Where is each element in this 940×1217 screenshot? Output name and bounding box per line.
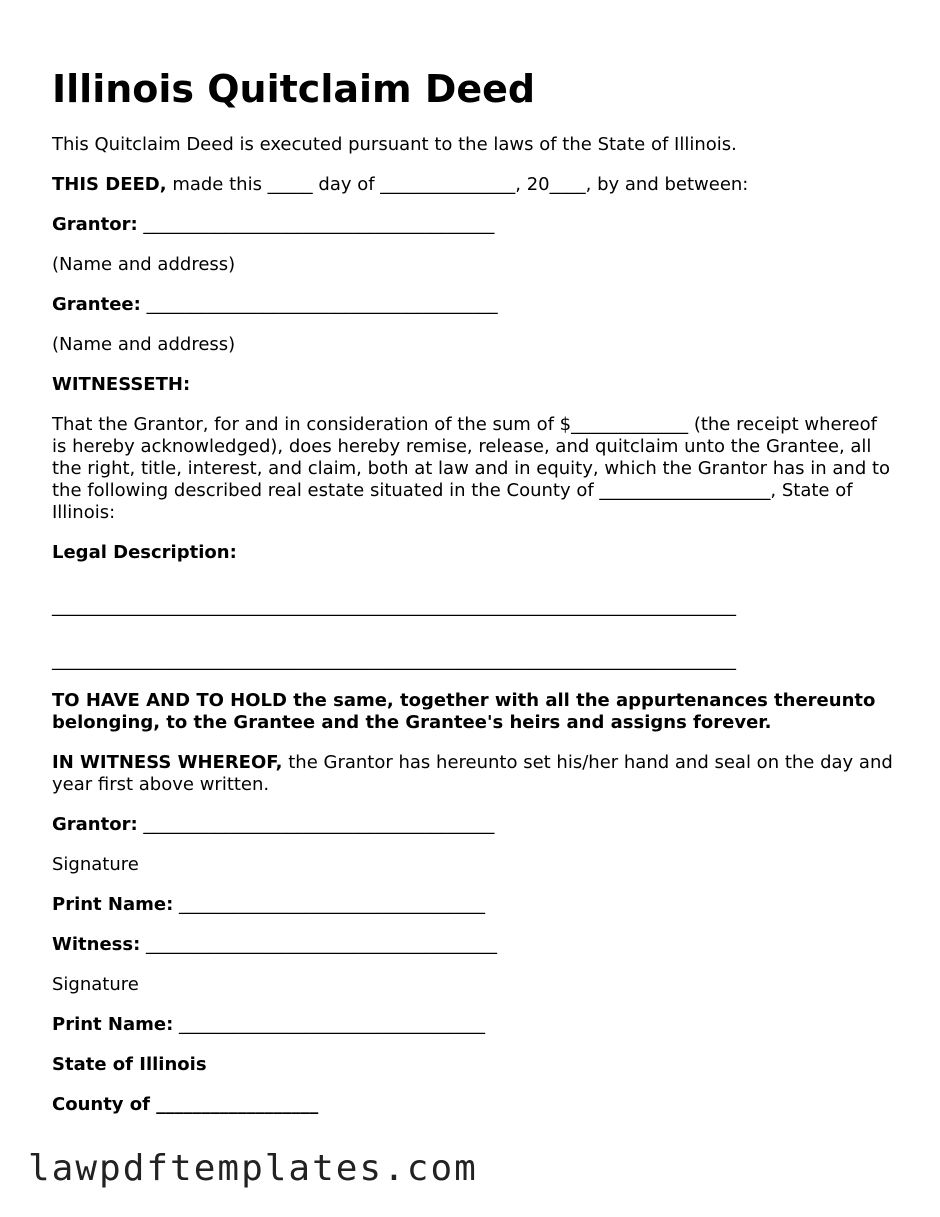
habendum-paragraph: TO HAVE AND TO HOLD the same, together with all the appurtenances thereunto belonging, to the Grantee and the Grantee's heirs and assigns forever. <box>52 690 876 733</box>
in-witness-lead: IN WITNESS WHEREOF, <box>52 752 283 773</box>
state-heading: State of Illinois <box>52 1054 207 1075</box>
witness-line <box>52 934 894 956</box>
in-witness-paragraph <box>52 752 894 796</box>
document-title: Illinois Quitclaim Deed <box>52 67 536 111</box>
deed-lead: THIS DEED, <box>52 174 167 195</box>
witness-print-name-line <box>52 1014 894 1036</box>
in-witness-text: the Grantor has hereunto set his/her hand and seal on the day and year first above written. <box>52 752 893 795</box>
grantor-signature-caption: Signature <box>52 854 139 875</box>
grantor-note: (Name and address) <box>52 254 236 275</box>
grantor-print-name-blank: __________________________________ <box>173 894 486 915</box>
document-page <box>52 66 894 1134</box>
witness-label: Witness: <box>52 934 141 955</box>
legal-description-line: ____________________________________________________________________________ <box>52 596 736 617</box>
witnesseth-heading: WITNESSETH: <box>52 374 191 395</box>
county-label: County of <box>52 1094 151 1115</box>
grantee-blank: _______________________________________ <box>140 294 498 315</box>
deed-date-line <box>52 174 894 196</box>
witness-blank: _______________________________________ <box>140 934 498 955</box>
county-line <box>52 1094 894 1116</box>
grantor-blank: _______________________________________ <box>137 214 495 235</box>
grantee-note: (Name and address) <box>52 334 236 355</box>
legal-description-label: Legal Description: <box>52 542 237 563</box>
grantor-print-name-label: Print Name: <box>52 894 174 915</box>
grantor-label: Grantor: <box>52 214 138 235</box>
signature-grantor-line <box>52 814 894 836</box>
consideration-paragraph: That the Grantor, for and in consideration of the sum of $_____________ (the receipt whereof is hereby acknowledged), does hereby remise, release, and quitclaim unto the Grantee, all the right, title, interest, and claim, both at law and in equity, which the Grantor has in and to the following described real estate situated in the County of ___________________, State of Illinois: <box>52 414 891 523</box>
grantee-label: Grantee: <box>52 294 141 315</box>
grantor-line <box>52 214 894 236</box>
signature-grantor-label: Grantor: <box>52 814 138 835</box>
witness-signature-caption: Signature <box>52 974 139 995</box>
signature-grantor-blank: _______________________________________ <box>137 814 495 835</box>
grantor-print-name-line <box>52 894 894 916</box>
witness-print-name-blank: __________________________________ <box>173 1014 486 1035</box>
intro-paragraph: This Quitclaim Deed is executed pursuant to the laws of the State of Illinois. <box>52 134 737 155</box>
grantee-line <box>52 294 894 316</box>
witness-print-name-label: Print Name: <box>52 1014 174 1035</box>
county-blank: __________________ <box>150 1094 319 1115</box>
legal-description-line: ____________________________________________________________________________ <box>52 650 736 671</box>
deed-text: made this _____ day of _______________, 20____, by and between: <box>166 174 749 195</box>
watermark: lawpdftemplates.com <box>28 1148 478 1189</box>
